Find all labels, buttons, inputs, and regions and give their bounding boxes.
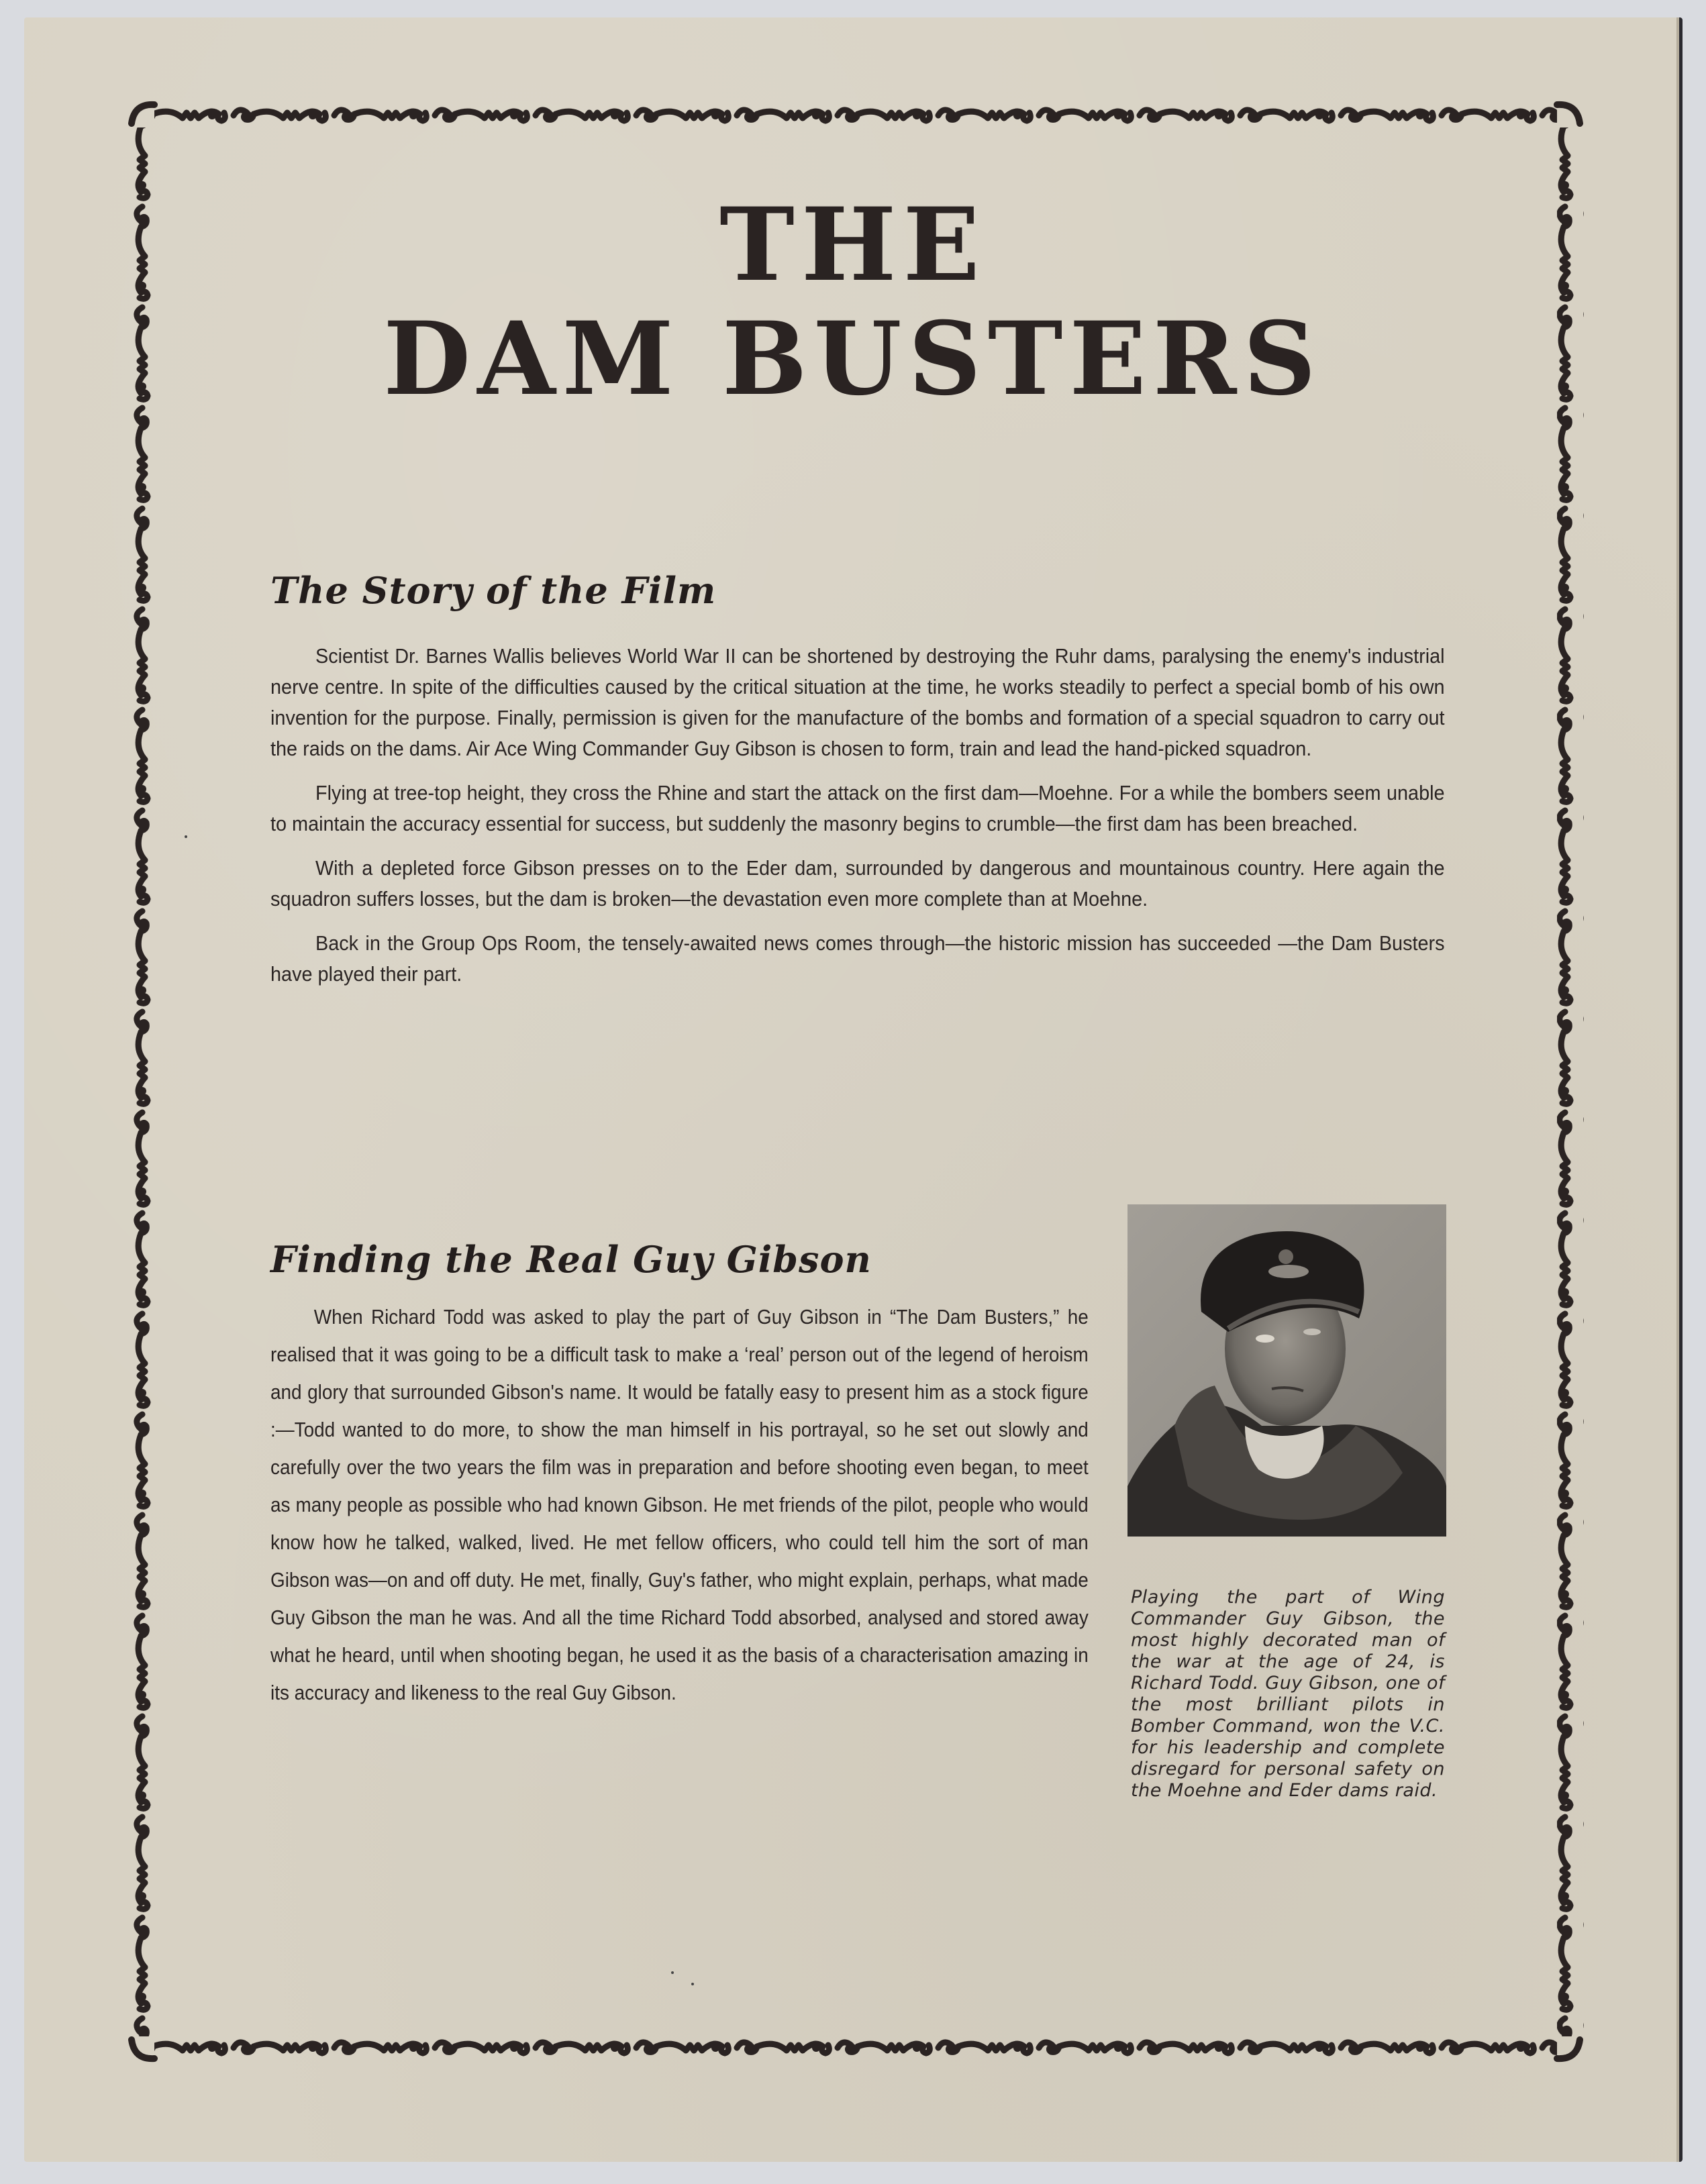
page-title-line-1: THE: [719, 186, 987, 304]
story-section-body: [270, 641, 1445, 1003]
paper-speck: [671, 1971, 674, 1974]
story-paragraph: With a depleted force Gibson presses on to the Eder dam, surrounded by dangerous and mountainous country. Here again the squadron suffers losses, but the dam is broken—the devastation even more complete than at Moehne.: [270, 856, 1445, 911]
story-paragraph: Scientist Dr. Barnes Wallis believes World War II can be shortened by destroying the Ruhr dams, paralysing the enemy's industrial nerve centre. In spite of the difficulties caused by the critical situation at the time, he works steadily to perfect a special bomb of his own invention for the purpose. Finally, permission is given for the manufacture of the bombs and formation of a special squadron to carry out the raids on the dams. Air Ace Wing Commander Guy Gibson is chosen to form, train and lead the hand-picked squadron.: [270, 644, 1445, 760]
story-section-heading: The Story of the Film: [270, 569, 717, 612]
paper-speck: [185, 835, 187, 838]
portrait-photo: [1127, 1204, 1446, 1537]
paper-speck: [691, 1983, 694, 1985]
photo-caption: Playing the part of Wing Commander Guy Gibson, the most highly decorated man of the war at the age of 24, is Richard Todd. Guy Gibson, one of the most brilliant pilots in Bomber Command, won the V.C. for his leadership and complete disregard for personal safety on the Moehne and Eder dams raid.: [1131, 1587, 1445, 1801]
story-paragraph: Back in the Group Ops Room, the tensely-awaited news comes through—the historic mission has succeeded —the Dam Busters have played their part.: [270, 931, 1445, 986]
gibson-paragraph: When Richard Todd was asked to play the part of Guy Gibson in “The Dam Busters,” he realised that it was going to be a difficult task to make a ‘real’ person out of the legend of heroism and glory that surrounded Gibson's name. It would be fatally easy to present him as a stock figure :—Todd wanted to do more, to show the man himself in his portrayal, so he set out slowly and carefully over the two years the film was in preparation and before shooting even began, to meet as many people as possible who had known Gibson. He met friends of the pilot, people who would know how he talked, walked, lived. He met fellow officers, who could tell him the sort of man Gibson was—on and off duty. He met, finally, Guy's father, who might explain, perhaps, what made Guy Gibson the man he was. And all the time Richard Todd absorbed, analysed and stored away what he heard, until when shooting began, he used it as the basis of a characterisation amazing in its accuracy and likeness to the real Guy Gibson.: [270, 1305, 1089, 1704]
gibson-section-body: [270, 1298, 1089, 1712]
story-paragraph: Flying at tree-top height, they cross the Rhine and start the attack on the first dam—Moehne. For a while the bombers seem unable to maintain the accuracy essential for success, but suddenly the masonry begins to crumble—the first dam has been breached.: [270, 781, 1445, 835]
page-title-line-2: DAM BUSTERS: [383, 300, 1323, 418]
gibson-section-heading: Finding the Real Guy Gibson: [270, 1238, 872, 1281]
pilot-portrait-icon: [1127, 1204, 1446, 1537]
